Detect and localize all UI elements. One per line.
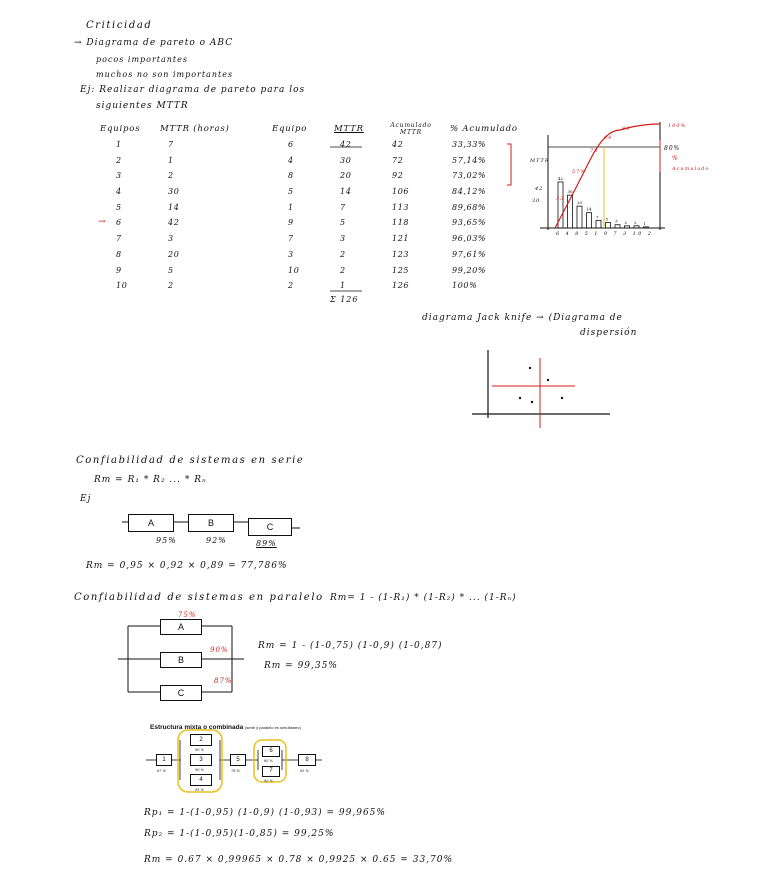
mixta-box-2: 2 <box>190 734 212 746</box>
serie-box-b: B <box>188 514 234 532</box>
cell: 7 <box>168 140 174 149</box>
cell: 93,65% <box>452 218 487 228</box>
cell: 42 <box>340 140 352 149</box>
header-porcentaje: % Acumulado <box>450 124 518 134</box>
note-siguientes: siguientes MTTR <box>96 101 189 111</box>
pareto-bar <box>644 227 649 228</box>
cell: 8 <box>116 249 122 259</box>
paralelo-result: Rт = 99,35% <box>264 661 338 671</box>
cell: 97,61% <box>452 249 487 259</box>
serie-val-b: 92% <box>206 536 227 545</box>
cell: 5 <box>340 218 346 228</box>
paralelo-val-c: 87% <box>214 677 233 685</box>
serie-formula: Rт = R₁ * R₂ ... * Rₙ <box>94 475 207 485</box>
note-muchos: muchos no son importantes <box>96 70 234 79</box>
criticidad-title: Criticidad <box>86 20 153 31</box>
pareto-80: 80% <box>664 145 681 152</box>
pareto-bar-label: 7 <box>596 214 599 220</box>
cell: 2 <box>340 265 346 275</box>
pareto-bar-label: 2 <box>624 219 628 225</box>
cell: 1 <box>288 202 294 212</box>
mixta-title-main: Estructura mixta o combinada <box>150 724 244 731</box>
mixta-box-3: 3 <box>190 754 212 766</box>
cell: 100% <box>452 281 478 291</box>
pareto-bar-label: 14 <box>586 206 592 212</box>
pareto-xlabels: 6 4 8 5 1 9 7 3 10 2 <box>556 231 654 237</box>
pareto-ytick-30: 30 <box>532 198 541 204</box>
paralelo-box-a: A <box>160 619 202 635</box>
paralelo-box-b: B <box>160 652 202 668</box>
pareto-bar-label: 5 <box>605 216 609 222</box>
pareto-ytick-42: 42 <box>535 186 544 192</box>
pareto-bar-label: 3 <box>615 218 618 224</box>
serie-result: Rт = 0,95 × 0,92 × 0,89 = 77,786% <box>86 561 288 571</box>
pareto-label-89: 89 <box>622 126 631 132</box>
cell: 3 <box>116 171 122 181</box>
mixta-val-2: 90 % <box>195 748 204 752</box>
mixta-val-7: 95 % <box>264 779 273 783</box>
header-equipos: Equipos <box>100 124 141 134</box>
cell: 6 <box>288 140 294 149</box>
mixta-val-3: 90 % <box>195 768 204 772</box>
header-mttr: MTTR <box>334 124 364 134</box>
cell: 2 <box>116 155 122 165</box>
mixta-val-5: 78 % <box>231 769 240 773</box>
mixta-val-8: 65 % <box>300 769 309 773</box>
pareto-label-73: 73 <box>590 148 599 154</box>
header-mttr-horas: MTTR (horas) <box>160 124 230 134</box>
cell: 1 <box>340 281 346 291</box>
pareto-bar-label: 30 <box>567 189 573 195</box>
pareto-acumulado: Acumulado <box>672 166 710 172</box>
pareto-bar <box>634 226 639 228</box>
cell: 2 <box>288 281 294 291</box>
cell: 9 <box>288 218 294 228</box>
cell: 84,12% <box>452 187 487 197</box>
mixta-box-8: 8 <box>298 754 316 766</box>
pareto-bar-label: 1 <box>643 220 647 226</box>
cell: 14 <box>168 202 180 212</box>
pareto-bar <box>596 220 601 228</box>
cell: 42 <box>168 218 180 228</box>
mixta-title-sub: (serie y paralelo en simultáneo) <box>245 725 301 730</box>
mixta-box-1: 1 <box>156 754 172 766</box>
paralelo-title: Confiabilidad de sistemas en paralelo <box>74 592 324 603</box>
cell: 106 <box>392 187 410 197</box>
sum-label: Σ 126 <box>330 295 359 304</box>
cell: 73,02% <box>452 171 487 181</box>
cell: 1 <box>116 140 122 149</box>
mixta-box-5: 5 <box>230 754 246 766</box>
cell: 3 <box>168 234 174 244</box>
serie-box-a: A <box>128 514 174 532</box>
cell: 96,03% <box>452 234 487 244</box>
cell: 5 <box>288 187 294 197</box>
cell: 14 <box>340 187 352 197</box>
cell: 3 <box>340 234 346 244</box>
cell: 125 <box>392 265 410 275</box>
final-rt: Rт = 0.67 × 0,99965 × 0.78 × 0,9925 × 0.65 = 33,70% <box>144 855 454 865</box>
header-acumulado: Acumulado MTTR <box>390 122 432 136</box>
paralelo-calc: Rт = 1 - (1-0,75) (1-0,9) (1-0,87) <box>258 641 443 651</box>
cell: 10 <box>288 265 300 275</box>
cell: 126 <box>392 281 410 291</box>
cell: 7 <box>116 234 122 244</box>
paralelo-formula: Rт= 1 - (1-R₁) * (1-R₂) * ... (1-Rₙ) <box>330 593 517 603</box>
mixta-box-6: 6 <box>262 746 280 757</box>
cell: 4 <box>288 155 294 165</box>
cell: 3 <box>288 249 294 259</box>
pareto-100: 100% <box>668 123 687 129</box>
pareto-bar-label: 42 <box>558 176 564 181</box>
cell: 121 <box>392 234 410 244</box>
pareto-label-57: 57% <box>572 169 587 175</box>
cell: 2 <box>168 281 174 291</box>
serie-ej: Ej <box>80 494 92 504</box>
pareto-label-84: 84 <box>604 135 613 141</box>
pareto-bar <box>587 213 592 228</box>
cell: 33,33% <box>452 140 487 149</box>
pareto-pct: % <box>672 155 679 162</box>
mixta-box-7: 7 <box>262 766 280 777</box>
serie-val-c: 89% <box>256 539 277 548</box>
mixta-val-4: 95 % <box>195 788 204 792</box>
cell: 1 <box>168 155 174 165</box>
cell: 89,68% <box>452 202 487 212</box>
pareto-label-33: 33 <box>556 196 565 202</box>
paralelo-box-c: C <box>160 685 202 701</box>
jackknife-chart <box>472 350 610 428</box>
pareto-bar <box>577 206 582 228</box>
cell: 9 <box>116 265 122 275</box>
cell: 92 <box>392 171 404 181</box>
cell: 4 <box>116 187 122 197</box>
cell: 99,20% <box>452 265 487 275</box>
mixta-val-6: 85 % <box>264 759 273 763</box>
mixta-box-4: 4 <box>190 774 212 786</box>
pareto-bar-label: 20 <box>577 200 583 206</box>
cell: 8 <box>288 171 294 181</box>
cell: 7 <box>340 202 346 212</box>
selected-arrow: → <box>98 217 107 227</box>
cell: 10 <box>116 281 128 291</box>
header-equipo: Equipo <box>272 124 308 134</box>
cell: 6 <box>116 218 122 228</box>
cell: 5 <box>116 202 122 212</box>
pareto-bar <box>606 223 611 228</box>
cell: 20 <box>340 171 352 181</box>
jackknife-subtitle: dispersión <box>580 328 638 338</box>
serie-title: Confiabilidad de sistemas en serie <box>76 455 305 466</box>
paralelo-val-a: 75% <box>178 611 197 619</box>
pareto-bar-label: 2 <box>634 219 637 225</box>
cell: 113 <box>392 202 410 212</box>
cell: 2 <box>168 171 174 181</box>
note-pocos: pocos importantes <box>96 55 188 64</box>
note-pareto: → Diagrama de pareto o ABC <box>74 38 234 48</box>
final-rp2: Rp₂ = 1-(1-0,95)(1-0,85) = 99,25% <box>144 829 335 839</box>
cell: 30 <box>340 155 352 165</box>
serie-box-c: C <box>248 518 292 536</box>
cell: 123 <box>392 249 410 259</box>
mixta-title <box>150 724 301 731</box>
serie-val-a: 95% <box>156 536 177 545</box>
cell: 2 <box>340 249 346 259</box>
cell: 7 <box>288 234 294 244</box>
pareto-ylabel: MTTR <box>530 158 550 164</box>
cell: 57,14% <box>452 155 487 165</box>
cell: 20 <box>168 249 180 259</box>
final-rp1: Rp₁ = 1-(1-0,95) (1-0,9) (1-0,93) = 99,965% <box>144 808 386 818</box>
pareto-chart <box>540 122 665 230</box>
cell: 72 <box>392 155 404 165</box>
mixta-val-1: 67 % <box>157 769 166 773</box>
jackknife-title: diagrama Jack knife → (Diagrama de <box>422 313 623 323</box>
paralelo-val-b: 90% <box>210 646 229 654</box>
cell: 30 <box>168 187 180 197</box>
pareto-bar <box>625 226 630 228</box>
cell: 42 <box>392 140 404 149</box>
note-ejemplo: Ej: Realizar diagrama de pareto para los <box>80 85 306 95</box>
cell: 5 <box>168 265 174 275</box>
cell: 118 <box>392 218 410 228</box>
